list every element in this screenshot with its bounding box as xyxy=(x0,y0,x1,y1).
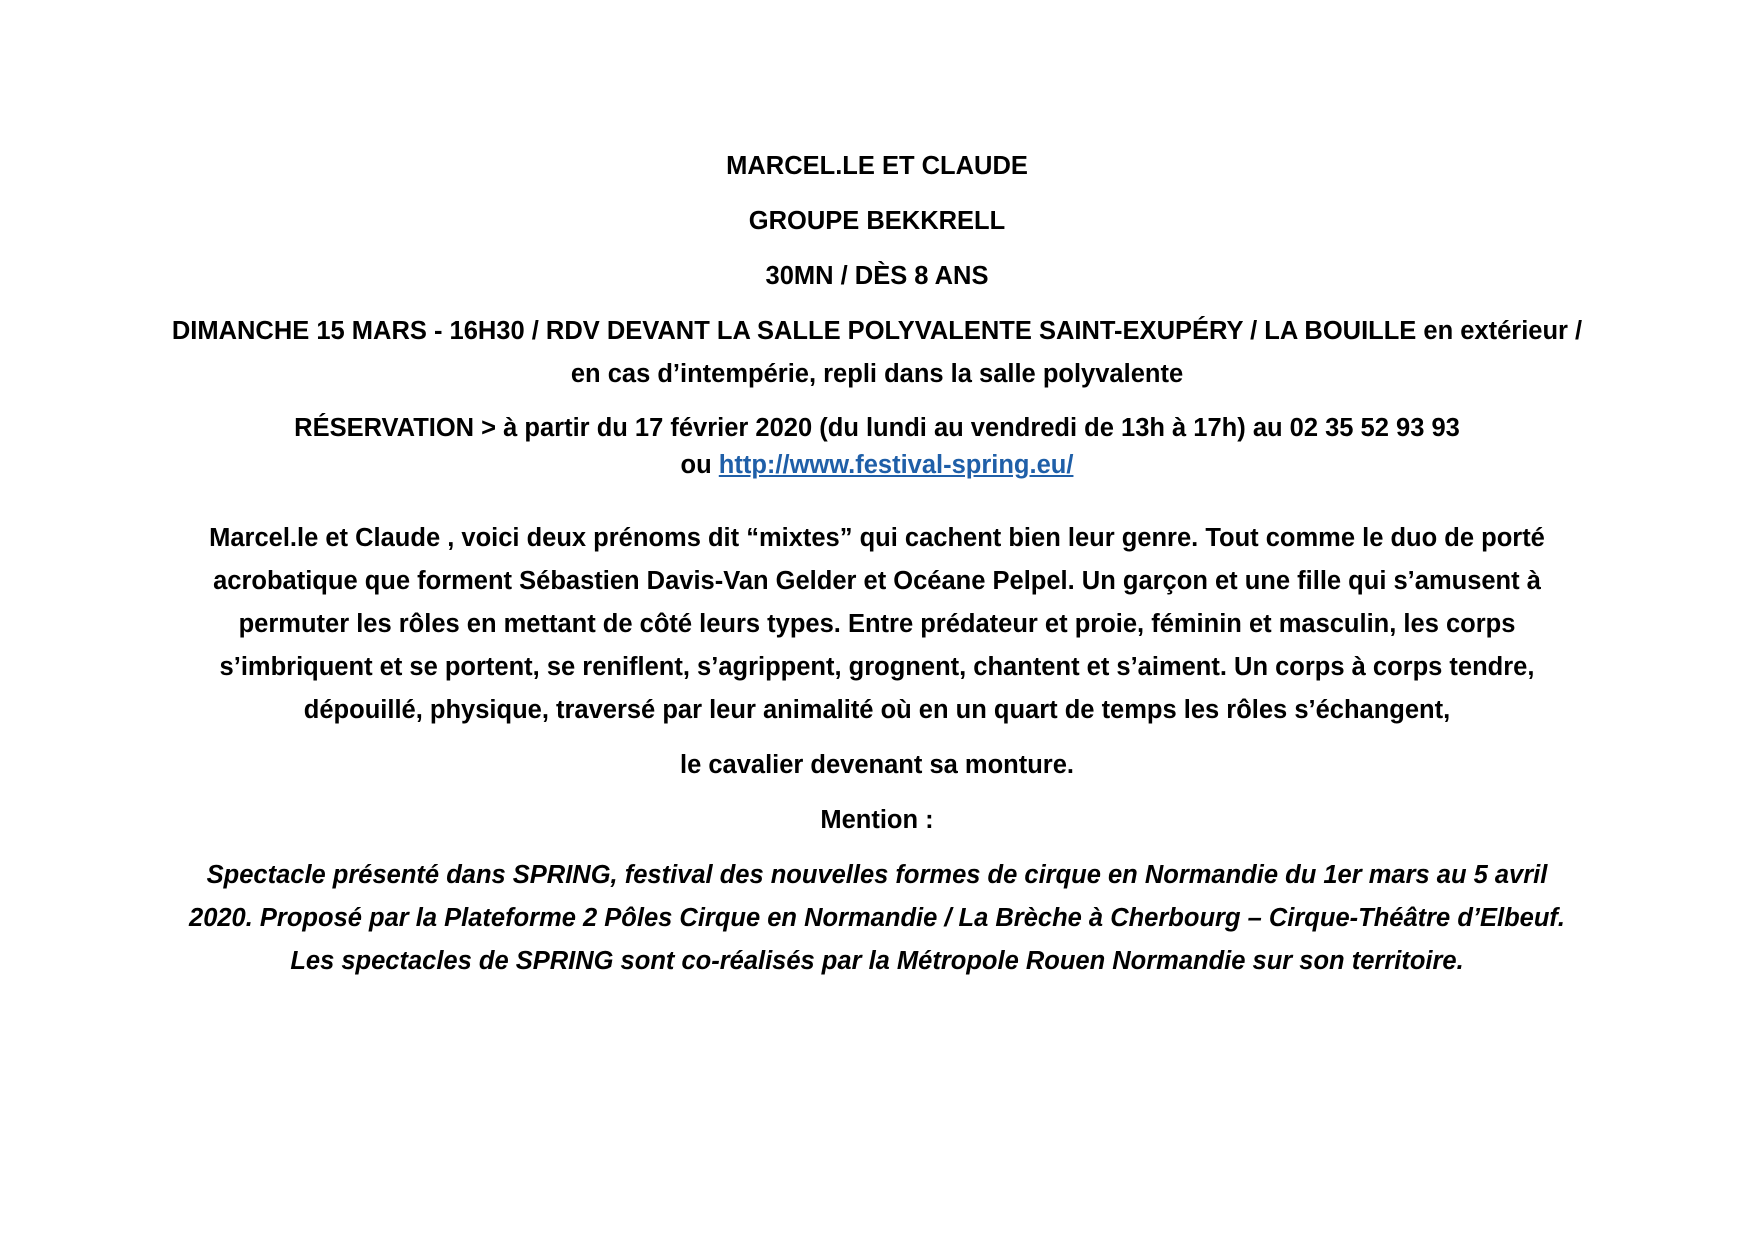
description-line-5: dépouillé, physique, traversé par leur animalité où en un quart de temps les rôles s’échangent, xyxy=(303,696,1451,724)
mention-text-line-1: Spectacle présenté dans SPRING, festival des nouvelles formes de cirque en Normandie du 1er mars au 5 avril xyxy=(206,861,1548,889)
description-line-3: permuter les rôles en mettant de côté leurs types. Entre prédateur et proie, féminin et masculin, les corps xyxy=(238,610,1516,638)
description-line-1: Marcel.le et Claude , voici deux prénoms dit “mixtes” qui cachent bien leur genre. Tout comme le duo de porté xyxy=(209,524,1545,552)
mention-text-line-3: Les spectacles de SPRING sont co-réalisés par la Métropole Rouen Normandie sur son territoire. xyxy=(290,947,1464,975)
reservation-prefix: ou xyxy=(680,451,719,479)
reservation-link-line xyxy=(60,450,1694,480)
description-line-2: acrobatique que forment Sébastien Davis-Van Gelder et Océane Pelpel. Un garçon et une fille qui s’amusent à xyxy=(213,567,1541,595)
company-name: GROUPE BEKKRELL xyxy=(748,207,1006,235)
mention-label: Mention : xyxy=(820,806,934,834)
show-title: MARCEL.LE ET CLAUDE xyxy=(726,152,1028,180)
duration-age: 30MN / DÈS 8 ANS xyxy=(765,262,989,290)
closing-line: le cavalier devenant sa monture. xyxy=(679,751,1074,779)
mention-text-line-2: 2020. Proposé par la Plateforme 2 Pôles Cirque en Normandie / La Brèche à Cherbourg – Cirque-Théâtre d’Elbeuf. xyxy=(189,904,1565,932)
reservation-line: RÉSERVATION > à partir du 17 février 2020 (du lundi au vendredi de 13h à 17h) au 02 35 52 93 93 xyxy=(294,414,1460,442)
date-location-line-1: DIMANCHE 15 MARS - 16H30 / RDV DEVANT LA SALLE POLYVALENTE SAINT-EXUPÉRY / LA BOUILLE en extérieur / xyxy=(171,317,1583,345)
festival-website-link[interactable]: http://www.festival-spring.eu/ xyxy=(718,451,1074,479)
date-location-line-2: en cas d’intempérie, repli dans la salle polyvalente xyxy=(570,360,1184,388)
description-line-4: s’imbriquent et se portent, se reniflent, s’agrippent, grognent, chantent et s’aiment. Un corps à corps tendre, xyxy=(219,653,1535,681)
